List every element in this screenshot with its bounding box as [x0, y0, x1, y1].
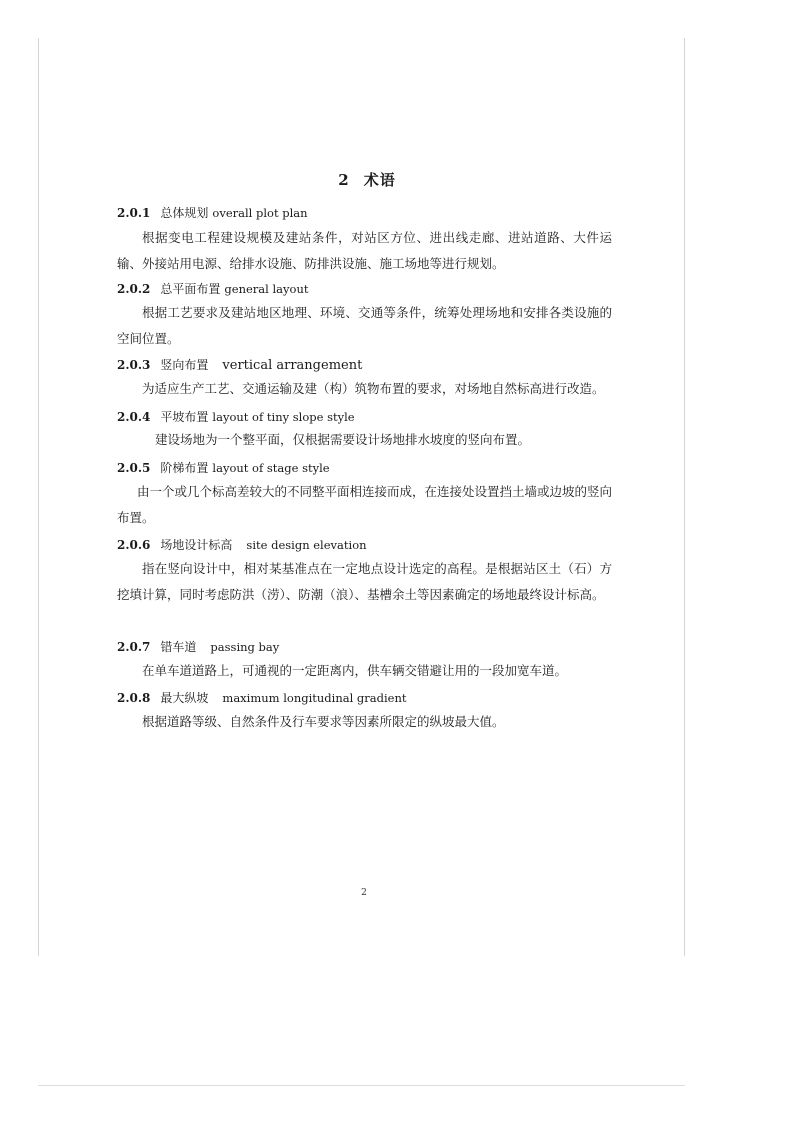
term-definition: 根据道路等级、自然条件及行车要求等因素所限定的纵坡最大值。 — [142, 714, 505, 729]
term-name-zh: 阶梯布置 — [160, 461, 209, 475]
term-name-zh: 总平面布置 — [160, 282, 221, 296]
term-heading — [117, 536, 367, 553]
term-name-en: layout of tiny slope style — [212, 410, 355, 424]
term-definition: 为适应生产工艺、交通运输及建（构）筑物布置的要求，对场地自然标高进行改造。 — [142, 381, 605, 396]
chapter-heading — [117, 169, 617, 190]
term-name-zh: 错车道 — [160, 640, 197, 654]
term-heading — [117, 408, 355, 425]
term-name-en: overall plot plan — [212, 206, 308, 220]
term-name-en: site design elevation — [246, 538, 367, 552]
term-definition: 指在竖向设计中，相对某基准点在一定地点设计选定的高程。是根据站区土（石）方挖填计算，同时考虑防洪（涝）、防潮（浪）、基槽余土等因素确定的场地最终设计标高。 — [117, 561, 612, 602]
term-name-zh: 平坡布置 — [160, 410, 209, 424]
term-heading — [117, 459, 330, 476]
term-name-zh: 竖向布置 — [160, 358, 209, 372]
term-name-zh: 总体规划 — [160, 206, 209, 220]
term-name-zh: 最大纵坡 — [160, 691, 209, 705]
term-name-en: layout of stage style — [212, 461, 330, 475]
term-definition: 根据变电工程建设规模及建站条件，对站区方位、进出线走廊、进站道路、大件运输、外接站用电源、给排水设施、防排洪设施、施工场地等进行规划。 — [117, 230, 612, 271]
term-definition: 由一个或几个标高差较大的不同整平面相连接而成，在连接处设置挡土墙或边坡的竖向布置。 — [117, 484, 613, 525]
term-number: 2.0.5 — [117, 461, 151, 475]
term-heading — [117, 638, 279, 655]
term-name-zh: 场地设计标高 — [160, 538, 233, 552]
term-heading — [117, 689, 407, 706]
chapter-title: 术语 — [363, 171, 396, 189]
term-name-en: general layout — [224, 282, 309, 296]
term-name-en: maximum longitudinal gradient — [222, 691, 407, 705]
page-edge-bottom — [38, 1085, 685, 1086]
term-number: 2.0.6 — [117, 538, 151, 552]
term-name-en: vertical arrangement — [222, 358, 363, 373]
term-number: 2.0.4 — [117, 410, 151, 424]
term-definition: 建设场地为一个整平面，仅根据需要设计场地排水坡度的竖向布置。 — [155, 432, 531, 447]
term-number: 2.0.1 — [117, 206, 151, 220]
term-heading — [117, 280, 308, 297]
term-heading — [117, 356, 362, 373]
term-name-en: passing bay — [210, 640, 280, 654]
chapter-number: 2 — [338, 171, 350, 189]
page-edge-right — [684, 38, 685, 956]
term-definition: 在单车道道路上，可通视的一定距离内，供车辆交错避让用的一段加宽车道。 — [142, 663, 568, 678]
term-number: 2.0.7 — [117, 640, 151, 654]
term-number: 2.0.8 — [117, 691, 151, 705]
page-number: 2 — [361, 888, 367, 898]
term-number: 2.0.3 — [117, 358, 151, 372]
term-heading — [117, 204, 308, 221]
page-edge-left — [38, 38, 39, 956]
term-definition: 根据工艺要求及建站地区地理、环境、交通等条件，统筹处理场地和安排各类设施的空间位置。 — [117, 305, 612, 346]
term-number: 2.0.2 — [117, 282, 151, 296]
